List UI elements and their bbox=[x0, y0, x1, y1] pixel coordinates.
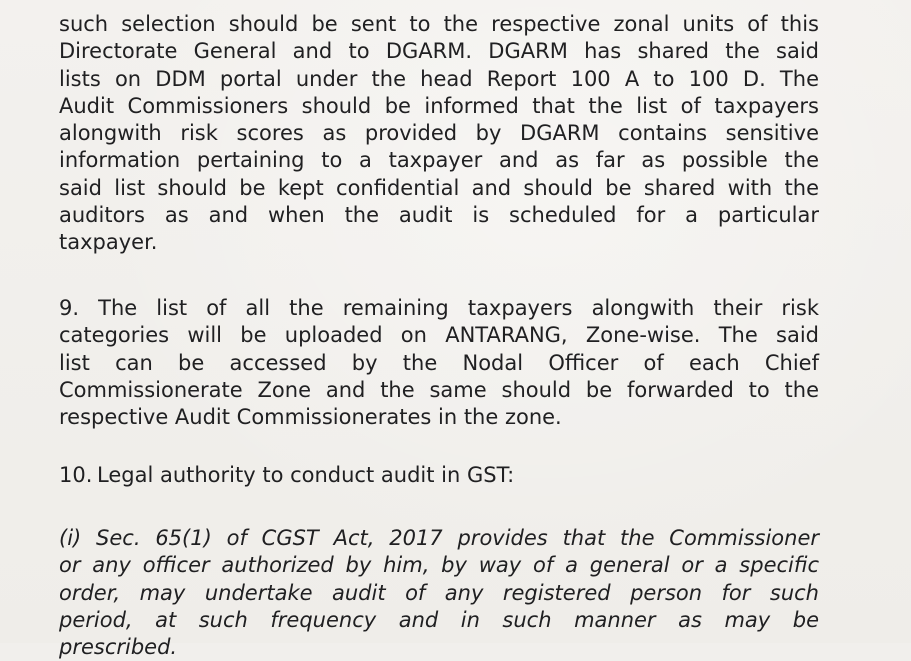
text-line: prescribed. bbox=[59, 635, 178, 660]
paragraph-10-i bbox=[59, 525, 819, 661]
heading-10 bbox=[59, 462, 819, 489]
text-line: lists on DDM portal under the head Report 100 A to 100 D. The bbox=[59, 66, 819, 91]
text-line: Audit Commissioners should be informed that the list of taxpayers bbox=[59, 93, 819, 118]
paragraph-9 bbox=[59, 295, 819, 431]
text-line: order, may undertake audit of any registered person for such bbox=[59, 580, 819, 605]
heading-number: 10. bbox=[59, 463, 93, 487]
text-line: taxpayer. bbox=[59, 230, 158, 255]
text-line: such selection should be sent to the respective zonal units of this bbox=[59, 12, 819, 36]
text-line: auditors as and when the audit is scheduled for a particular bbox=[59, 203, 819, 228]
section-heading bbox=[59, 462, 819, 489]
paragraph-selection-lists bbox=[59, 11, 819, 257]
text-line: information pertaining to a taxpayer and as far as possible the bbox=[59, 148, 819, 173]
text-line: 9. The list of all the remaining taxpayers alongwith their risk bbox=[59, 296, 819, 320]
text-line: said list should be kept confidential and should be shared with the bbox=[59, 175, 819, 200]
text-line: respective Audit Commissionerates in the zone. bbox=[59, 405, 562, 430]
text-line: or any officer authorized by him, by way of a general or a specific bbox=[59, 553, 819, 578]
text-line: Commissionerate Zone and the same should be forwarded to the bbox=[59, 377, 819, 402]
heading-text: Legal authority to conduct audit in GST: bbox=[97, 463, 515, 487]
text-line: Directorate General and to DGARM. DGARM has shared the said bbox=[59, 39, 819, 64]
text-line: categories will be uploaded on ANTARANG, Zone-wise. The said bbox=[59, 323, 819, 348]
text-line: (i) Sec. 65(1) of CGST Act, 2017 provides that the Commissioner bbox=[59, 526, 819, 550]
text-line: period, at such frequency and in such manner as may be bbox=[59, 607, 819, 632]
text-line: list can be accessed by the Nodal Officer of each Chief bbox=[59, 350, 819, 375]
text-line: alongwith risk scores as provided by DGARM contains sensitive bbox=[59, 121, 819, 146]
